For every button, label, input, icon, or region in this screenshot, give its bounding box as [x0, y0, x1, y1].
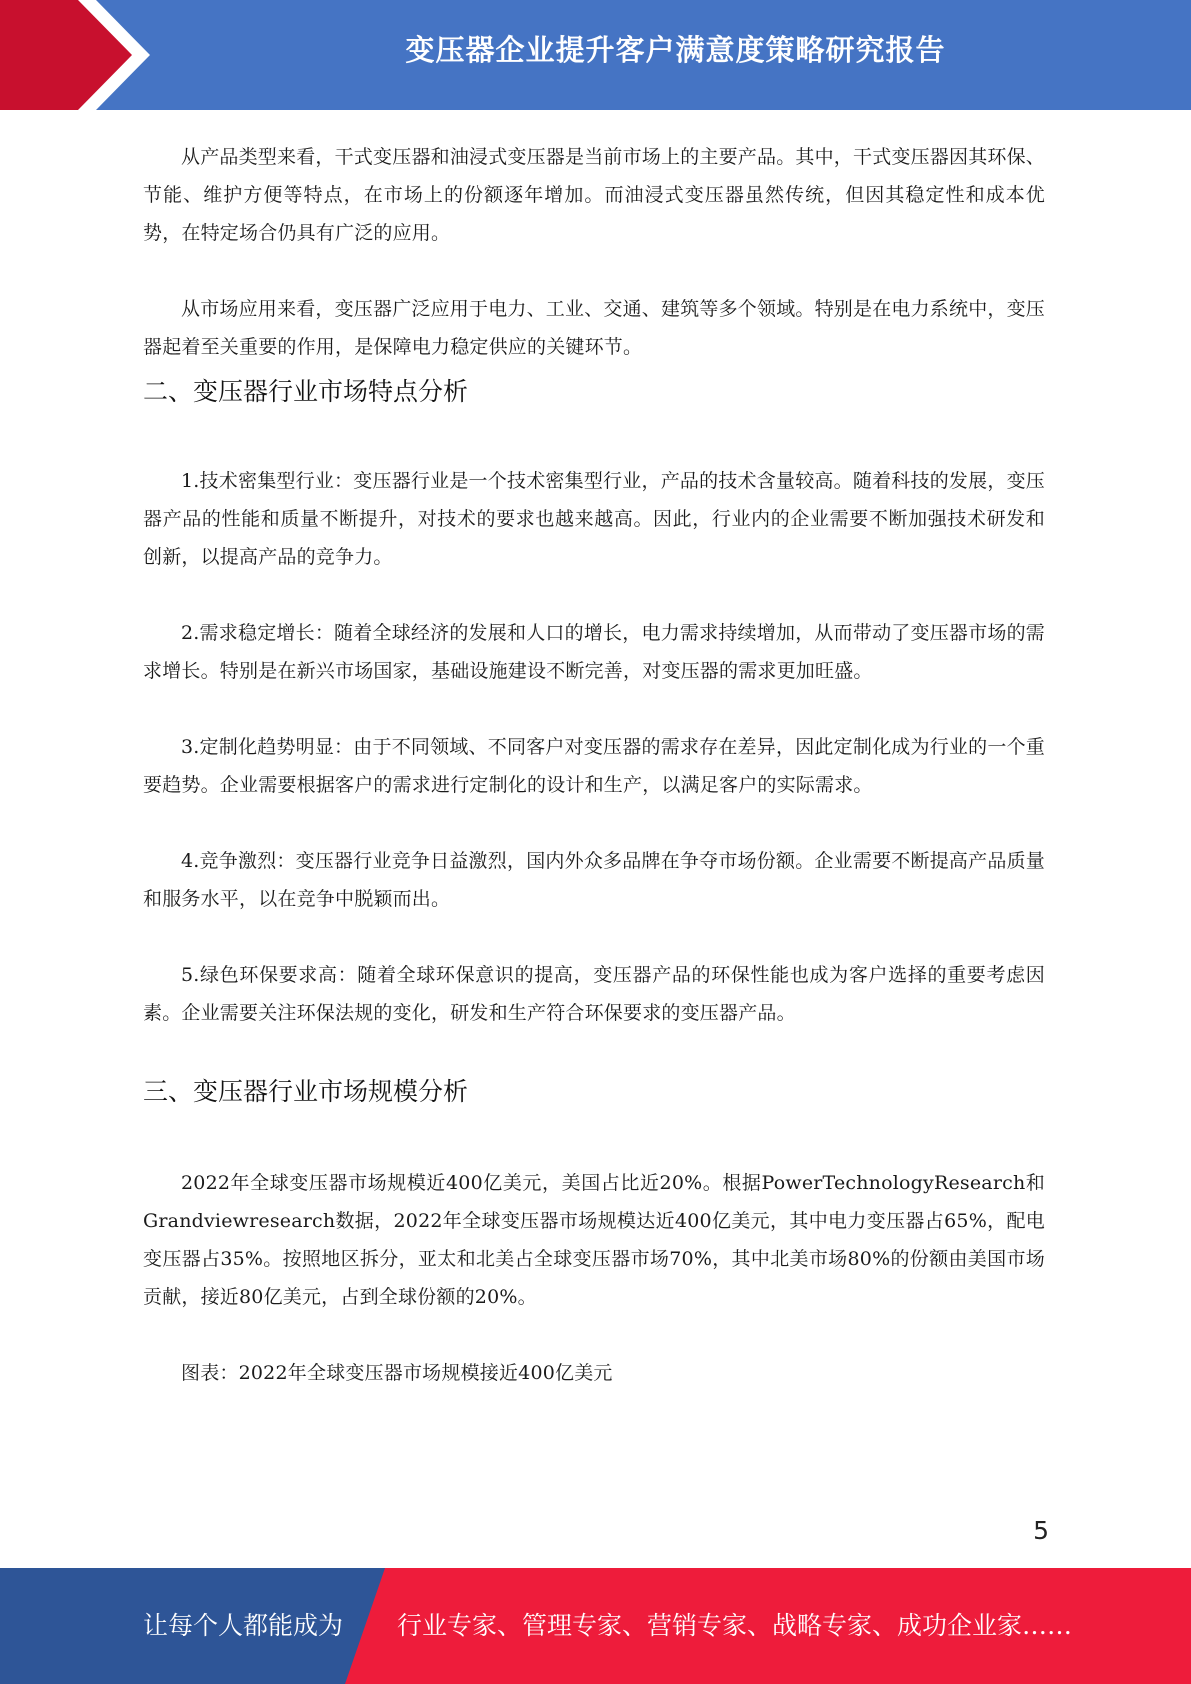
list-item-feature: 4.竞争激烈：变压器行业竞争日益激烈，国内外众多品牌在争夺市场份额。企业需要不断提高产品质量和服务水平，以在竞争中脱颖而出。 [143, 850, 1045, 910]
page-number: 5 [1033, 1516, 1049, 1545]
list-item-feature: 1.技术密集型行业：变压器行业是一个技术密集型行业，产品的技术含量较高。随着科技的发展，变压器产品的性能和质量不断提升，对技术的要求也越来越高。因此，行业内的企业需要不断加强技术研发和创新，以提高产品的竞争力。 [143, 470, 1045, 568]
page-footer [0, 1568, 1191, 1684]
section-heading-market-size: 三、变压器行业市场规模分析 [143, 1077, 469, 1106]
paragraph-market-applications: 从市场应用来看，变压器广泛应用于电力、工业、交通、建筑等多个领域。特别是在电力系统中，变压器起着至关重要的作用，是保障电力稳定供应的关键环节。 [143, 298, 1046, 358]
paragraph-product-types: 从产品类型来看，干式变压器和油浸式变压器是当前市场上的主要产品。其中，干式变压器因其环保、节能、维护方便等特点，在市场上的份额逐年增加。而油浸式变压器虽然传统，但因其稳定性和成本优势，在特定场合仍具有广泛的应用。 [143, 146, 1046, 244]
header-arrow-decoration [0, 0, 160, 110]
section-heading-market-features: 二、变压器行业市场特点分析 [143, 377, 469, 406]
page-header [0, 0, 1191, 110]
list-item-feature: 5.绿色环保要求高：随着全球环保意识的提高，变压器产品的环保性能也成为客户选择的重要考虑因素。企业需要关注环保法规的变化，研发和生产符合环保要求的变压器产品。 [143, 964, 1045, 1024]
footer-slogan-right: 行业专家、管理专家、营销专家、战略专家、成功企业家…… [397, 1611, 1073, 1640]
paragraph-market-size: 2022年全球变压器市场规模近400亿美元，美国占比近20%。根据PowerTechnologyResearch和Grandviewresearch数据，2022年全球变压器市场规模达近400亿美元，其中电力变压器占65%，配电变压器占35%。按照地区拆分，亚太和北美占全球变压器市场70%，其中北美市场80%的份额由美国市场贡献，接近80亿美元，占到全球份额的20%。 [143, 1172, 1045, 1308]
header-title: 变压器企业提升客户满意度策略研究报告 [405, 33, 946, 67]
list-item-feature: 3.定制化趋势明显：由于不同领域、不同客户对变压器的需求存在差异，因此定制化成为行业的一个重要趋势。企业需要根据客户的需求进行定制化的设计和生产，以满足客户的实际需求。 [143, 736, 1045, 796]
figure-caption: 图表：2022年全球变压器市场规模接近400亿美元 [181, 1362, 613, 1384]
list-item-feature: 2.需求稳定增长：随着全球经济的发展和人口的增长，电力需求持续增加，从而带动了变压器市场的需求增长。特别是在新兴市场国家，基础设施建设不断完善，对变压器的需求更加旺盛。 [143, 622, 1045, 682]
document-body [143, 138, 1045, 1392]
footer-slogan-left: 让每个人都能成为 [143, 1611, 344, 1640]
